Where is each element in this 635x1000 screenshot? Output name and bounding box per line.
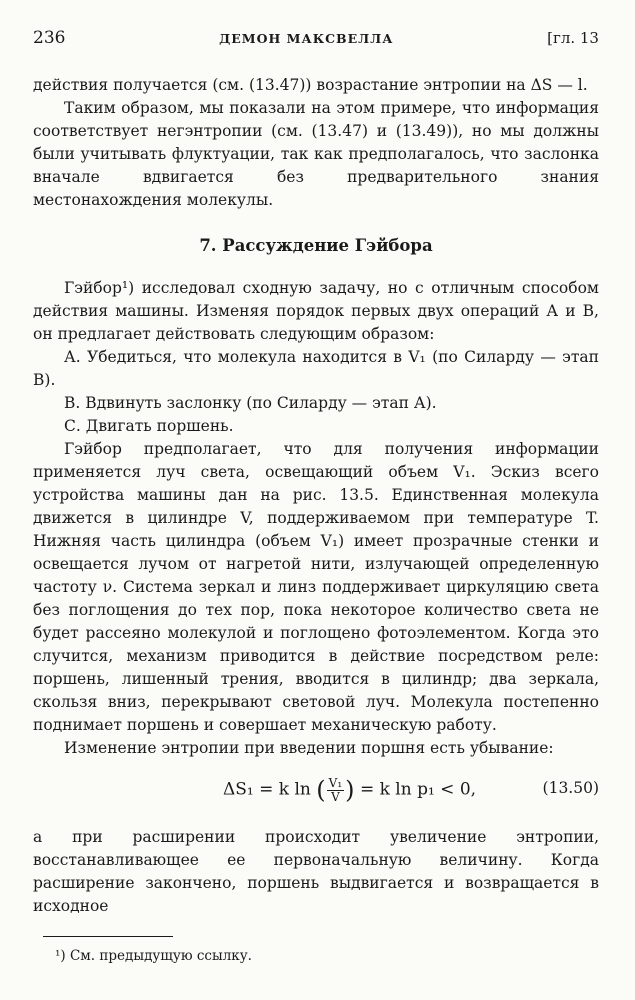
paragraph-information-negentropy: Таким образом, мы показали на этом примере, что информация соответствует негэнтропии (см. (13.47) и (13.49)), но мы должны были учитывать флуктуации, так как предполагалось, что заслонка вначале вдвигается без предварительного знания местонахождения молекулы. — [33, 99, 599, 209]
equation-rhs: = k ln p₁ < 0, — [359, 779, 477, 800]
list-item-c: С. Двигать поршень. — [64, 417, 234, 435]
fraction-denominator: V — [331, 789, 340, 804]
fraction-numerator: V₁ — [328, 775, 343, 790]
equation-formula: ΔS₁ = k ln ( $\frac{\text{V₁}}{V}$ ) = k ln p₁ < 0, — [223, 775, 477, 804]
list-item-b: В. Вдвинуть заслонку (по Силарду — этап А). — [64, 394, 437, 412]
list-item-a: А. Убедиться, что молекула находится в V₁ (по Силарду — этап В). — [33, 348, 599, 389]
section-title: 7. Рассуждение Гэйбора — [199, 236, 433, 255]
book-page — [33, 28, 599, 968]
paragraph-entropy-change: Изменение энтропии при введении поршня есть убывание: — [64, 739, 554, 757]
equation-lhs: ΔS₁ = k ln — [223, 779, 311, 800]
equation-13-50 — [33, 766, 599, 816]
paragraph-expansion: а при расширении происходит увеличение энтропии, восстанавливающее ее первоначальную величину. Когда расширение закончено, поршень выдвигается и возвращается в исходное — [33, 828, 599, 915]
equation-fraction — [327, 777, 344, 804]
paragraph-continuation: действия получается (см. (13.47)) возрастание энтропии на ΔS — l. — [33, 76, 588, 94]
chapter-label: [гл. 13 — [547, 29, 599, 47]
paragraph-gabor-intro: Гэйбор¹) исследовал сходную задачу, но с отличным способом действия машины. Изменяя порядок первых двух операций А и В, он предлагает действовать следующим образом: — [33, 279, 599, 343]
running-title: ДЕМОН МАКСВЕЛЛА — [219, 31, 394, 46]
equation-number: (13.50) — [542, 779, 599, 797]
footnote-rule — [43, 936, 173, 937]
paragraph-gabor-machine: Гэйбор предполагает, что для получения информации применяется луч света, освещающий объем V₁. Эскиз всего устройства машины дан на рис. 13.5. Единственная молекула движется в цилиндре V, поддерживаемом при температуре T. Нижняя часть цилиндра (объем V₁) имеет прозрачные стенки и освещается лучом от нагретой нити, излучающей определенную частоту ν. Система зеркал и линз поддерживает циркуляцию света без поглощения до тех пор, пока некоторое количество света не будет рассеяно молекулой и поглощено фотоэлементом. Когда это случится, механизм приводится в действие посредством реле: поршень, лишенный трения, вводится в цилиндр; два зеркала, скользя вниз, перекрывают световой луч. Молекула постепенно поднимает поршень и совершает механическую работу. — [33, 440, 599, 734]
footnote: ¹) См. предыдущую ссылку. — [55, 948, 252, 964]
page-number: 236 — [33, 28, 66, 48]
page-header — [33, 28, 599, 58]
